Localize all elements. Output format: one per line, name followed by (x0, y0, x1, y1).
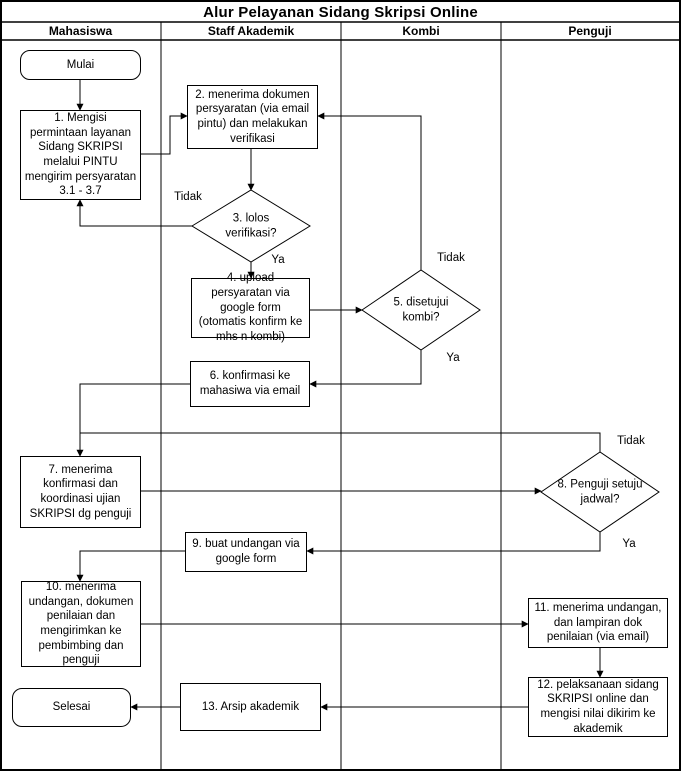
flow-node-d5 (362, 270, 480, 350)
edge-label-d8-n7: Tidak (617, 435, 645, 447)
edge-n6-n7 (80, 384, 190, 456)
flow-node-n9: 9. buat undangan via google form (185, 532, 307, 572)
lane-header-kombi: Kombi (402, 24, 440, 38)
flow-node-n7: 7. menerima konfirmasi dan koordinasi ujian SKRIPSI dg penguji (20, 456, 141, 528)
edge-n1-n2 (141, 116, 187, 154)
page-title: Alur Pelayanan Sidang Skripsi Online (203, 3, 478, 21)
edge-d5-n2 (318, 116, 421, 270)
edge-d8-n7 (80, 433, 600, 452)
edge-label-d3-n1: Tidak (174, 191, 202, 203)
flow-node-n12: 12. pelaksanaan sidang SKRIPSI online dan mengisi nilai dikirim ke akademik (528, 677, 668, 737)
flow-node-label-d8: 8. Penguji setuju jadwal? (557, 478, 643, 505)
lane-header-staff-akademik: Staff Akademik (207, 24, 295, 38)
flow-node-n13: 13. Arsip akademik (180, 683, 321, 731)
flow-node-d8 (541, 452, 659, 532)
edge-label-d5-n6: Ya (446, 352, 460, 364)
edge-d3-n1 (80, 200, 192, 226)
edge-d5-n6 (310, 350, 421, 384)
flow-node-n10: 10. menerima undangan, dokumen penilaian dan mengirimkan ke pembimbing dan penguji (21, 581, 141, 667)
flow-node-label-d5: 5. disetujui kombi? (393, 296, 449, 323)
edge-d8-n9 (307, 532, 600, 551)
edge-label-d3-n4: Ya (271, 254, 285, 266)
flow-node-n4: 4. upload persyaratan via google form (otomatis konfirm ke mhs n kombi) (191, 278, 310, 338)
flow-node-n1: 1. Mengisi permintaan layanan Sidang SKRIPSI melalui PINTU mengirim persyaratan 3.1 - 3.7 (20, 110, 141, 200)
edge-n9-n10 (80, 551, 185, 581)
flow-node-end: Selesai (12, 688, 131, 727)
lane-header-mahasiswa: Mahasiswa (48, 24, 113, 38)
edge-label-d5-n2: Tidak (437, 252, 465, 264)
flow-node-start: Mulai (20, 50, 141, 80)
flow-node-d3 (192, 190, 310, 262)
flow-node-n11: 11. menerima undangan, dan lampiran dok penilaian (via email) (528, 598, 668, 648)
edge-label-d8-n9: Ya (622, 538, 636, 550)
flow-node-n2: 2. menerima dokumen persyaratan (via email pintu) dan melakukan verifikasi (187, 85, 318, 149)
lane-header-penguji: Penguji (568, 24, 612, 38)
flow-node-n6: 6. konfirmasi ke mahasiwa via email (190, 361, 310, 407)
flow-node-label-d3: 3. lolos verifikasi? (225, 212, 277, 239)
